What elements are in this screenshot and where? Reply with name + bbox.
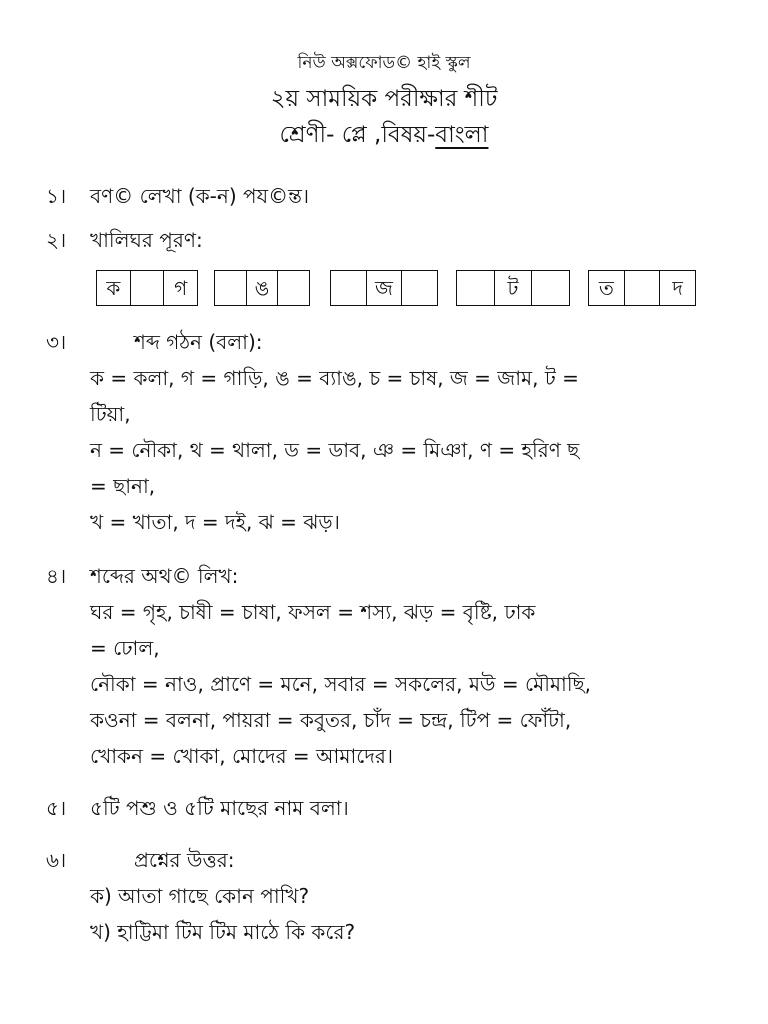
class-label: শ্রেণী- প্লে ,বিষয়-: [279, 122, 436, 148]
answer-line: খোকন = খোকা, মোদের = আমাদের।: [90, 744, 393, 768]
sub-question: ক) আতা গাছে কোন পাখি?: [90, 884, 310, 908]
answer-line: = ছানা,: [90, 474, 156, 498]
question-6: [46, 846, 235, 879]
question-heading: শব্দ গঠন (বলা):: [134, 330, 263, 354]
answer-line: ন = নৌকা, থ = থালা, ড = ডাব, ঞ = মিঞা, ণ = হরিণ ছ: [90, 438, 580, 462]
sub-question: খ) হাট্টিমা টিম টিম মাঠে কি করে?: [90, 920, 356, 944]
question-heading: প্রশ্নের উত্তর:: [134, 848, 235, 872]
letter-box[interactable]: [331, 271, 367, 305]
answer-line: কওনা = বলনা, পায়রা = কবুতর, চাঁদ = চন্দ্র, টিপ = ফোঁটা,: [90, 708, 572, 732]
question-2: [46, 226, 203, 259]
letter-box[interactable]: ঙ: [247, 271, 279, 305]
question-4: [46, 562, 238, 595]
question-number: ৪।: [46, 564, 67, 588]
letter-box[interactable]: [457, 271, 495, 305]
answer-line: টিয়া,: [90, 402, 131, 426]
question-number: ৬।: [46, 848, 67, 872]
question-heading: শব্দের অথ© লিখ:: [90, 564, 239, 588]
question-number: ৫।: [46, 796, 67, 820]
answer-line: ঘর = গৃহ, চাষী = চাষা, ফসল = শস্য, ঝড় = বৃষ্টি, ঢাক: [90, 600, 536, 624]
question-1: [46, 182, 309, 215]
question-text: ৫টি পশু ও ৫টি মাছের নাম বলা।: [90, 796, 349, 820]
answer-line: = ঢোল,: [90, 636, 160, 660]
question-text: খালিঘর পূরণ:: [90, 228, 203, 252]
letter-box-group: [96, 270, 198, 306]
answer-line: ক = কলা, গ = গাড়ি, ঙ = ব্যাঙ, চ = চাষ, জ = জাম, ট =: [90, 366, 579, 390]
letter-box-group: [456, 270, 570, 306]
letter-box[interactable]: [402, 271, 437, 305]
question-number: ২।: [46, 228, 67, 252]
question-text: বণ© লেখা (ক-ন) পয©ন্ত।: [90, 184, 310, 208]
letter-box[interactable]: [278, 271, 309, 305]
subject-label: বাংলা: [435, 122, 489, 148]
letter-box[interactable]: [131, 271, 165, 305]
class-subject-line: [0, 116, 768, 155]
question-3: [46, 328, 263, 361]
question-number: ১।: [46, 184, 67, 208]
answer-line: খ = খাতা, দ = দই, ঝ = ঝড়।: [90, 510, 340, 534]
fill-in-boxes: [96, 270, 696, 308]
letter-box[interactable]: দ: [672, 276, 683, 300]
school-name: নিউ অক্সফোড© হাই স্কুল: [297, 53, 471, 73]
letter-box-group: [330, 270, 438, 306]
letter-box[interactable]: গ: [174, 276, 188, 300]
letter-box[interactable]: জ: [367, 271, 403, 305]
letter-box[interactable]: ট: [495, 271, 533, 305]
question-number: ৩।: [46, 330, 67, 354]
letter-box[interactable]: [215, 271, 247, 305]
question-5: [46, 794, 349, 827]
letter-box[interactable]: [532, 271, 569, 305]
answer-line: নৌকা = নাও, প্রাণে = মনে, সবার = সকলের, মউ = মৌমাছি,: [90, 672, 592, 696]
letter-box-group: [588, 270, 696, 306]
letter-box[interactable]: ত: [589, 271, 625, 305]
exam-title: ২য় সাময়িক পরীক্ষার শীট: [270, 86, 498, 112]
letter-box[interactable]: [625, 271, 661, 305]
letter-box[interactable]: ক: [97, 271, 131, 305]
letter-box-group: [214, 270, 310, 306]
